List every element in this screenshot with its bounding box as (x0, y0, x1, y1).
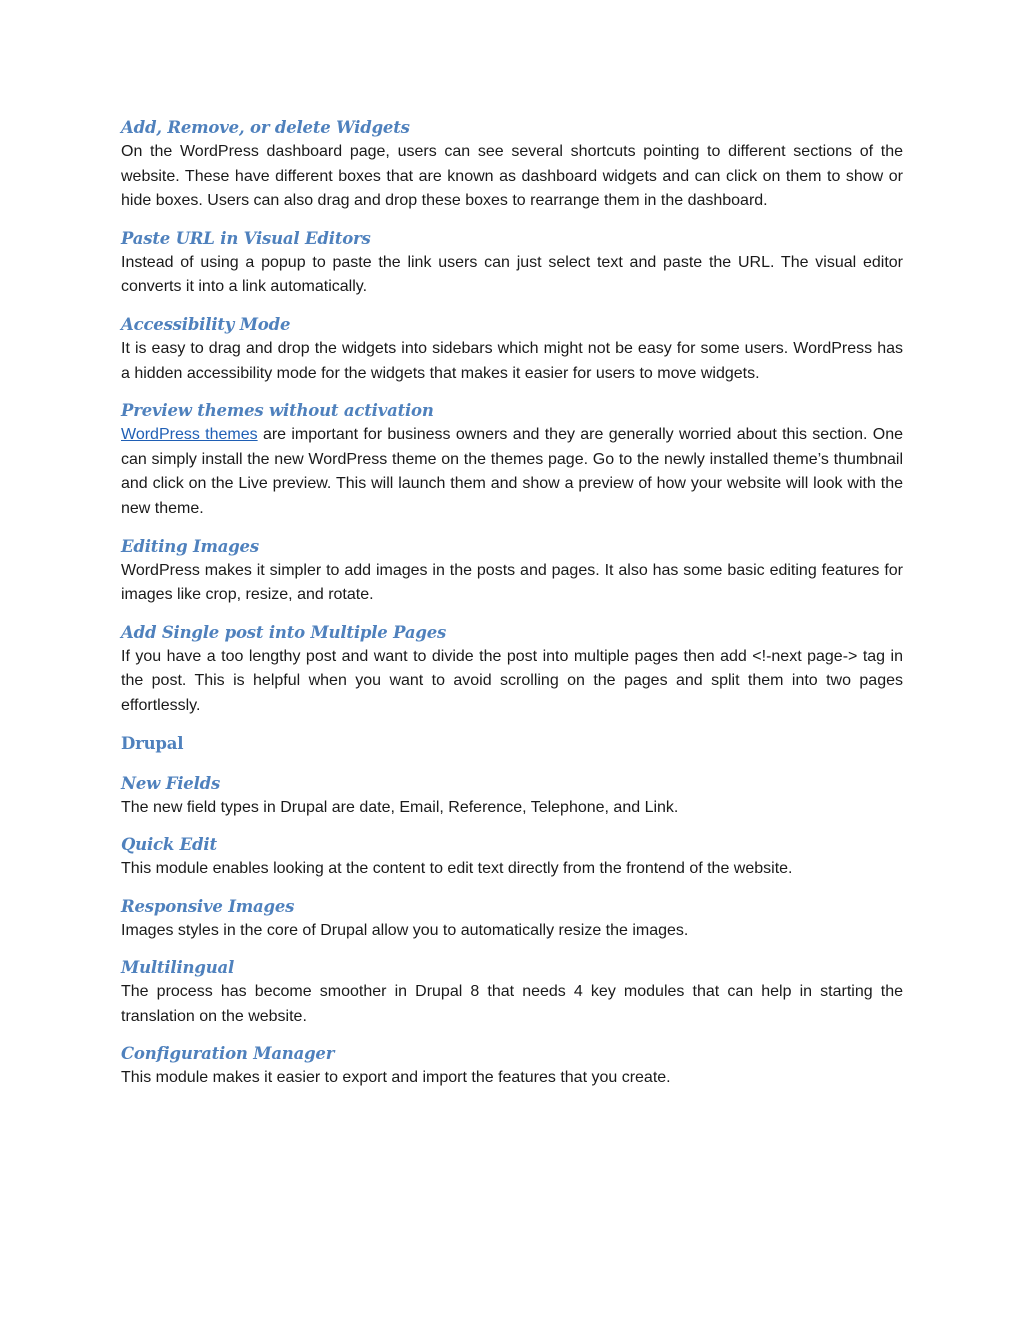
section-multilingual (121, 956, 903, 1029)
section-body: The new field types in Drupal are date, Email, Reference, Telephone, and Link. (121, 798, 679, 816)
section-heading: Quick Edit (121, 835, 217, 855)
section-body (121, 423, 903, 521)
section-heading: Paste URL in Visual Editors (121, 228, 371, 248)
section-body: WordPress makes it simpler to add images in the posts and pages. It also has some basic editing features for images like crop, resize, and rotate. (121, 561, 903, 604)
section-body-text: are important for business owners and they are generally worried about this section. One can simply install the new WordPress theme on the themes page. Go to the newly installed theme’s thumbnail and click on the Live preview. This will launch them and show a preview of how your website will look with the new theme. (121, 426, 903, 517)
section-preview-themes (121, 399, 903, 521)
wordpress-themes-link[interactable]: WordPress themes (121, 426, 258, 444)
section-body: If you have a too lengthy post and want to divide the post into multiple pages then add <!-next page-> tag in the post. This is helpful when you want to avoid scrolling on the pages and split them into two pages effortlessly. (121, 647, 903, 714)
section-heading: Add, Remove, or delete Widgets (121, 118, 410, 137)
section-paste-url (121, 227, 903, 300)
section-editing-images (121, 535, 903, 608)
section-heading: New Fields (121, 773, 221, 793)
section-new-fields (121, 772, 903, 821)
section-heading: Preview themes without activation (121, 401, 434, 421)
section-body: This module makes it easier to export and import the features that you create. (121, 1069, 671, 1087)
section-heading: Accessibility Mode (121, 314, 291, 334)
section-multiple-pages (121, 621, 903, 719)
section-body: Instead of using a popup to paste the link users can just select text and paste the URL. The visual editor converts it into a link automatically. (121, 253, 903, 296)
section-body: Images styles in the core of Drupal allow you to automatically resize the images. (121, 921, 689, 939)
section-heading: Configuration Manager (121, 1044, 335, 1064)
section-quick-edit (121, 833, 903, 882)
section-configuration-manager (121, 1042, 903, 1091)
section-body: This module enables looking at the content to edit text directly from the frontend of the website. (121, 860, 793, 878)
section-drupal (121, 732, 903, 756)
section-body: It is easy to drag and drop the widgets into sidebars which might not be easy for some users. WordPress has a hidden accessibility mode for the widgets that makes it easier for users to move widgets. (121, 339, 903, 382)
section-accessibility-mode (121, 313, 903, 386)
section-heading: Responsive Images (121, 896, 295, 916)
section-widgets (121, 116, 903, 214)
section-body: The process has become smoother in Drupal 8 that needs 4 key modules that can help in starting the translation on the website. (121, 983, 903, 1025)
section-body: On the WordPress dashboard page, users can see several shortcuts pointing to different sections of the website. These have different boxes that are known as dashboard widgets and can click on them to show or hide boxes. Users can also drag and drop these boxes to rearrange them in the dashboard. (121, 143, 903, 210)
drupal-heading: Drupal (121, 733, 184, 753)
section-heading: Add Single post into Multiple Pages (121, 622, 447, 642)
document-page (121, 116, 903, 1104)
section-heading: Multilingual (121, 958, 235, 978)
section-responsive-images (121, 895, 903, 944)
section-heading: Editing Images (121, 536, 259, 556)
